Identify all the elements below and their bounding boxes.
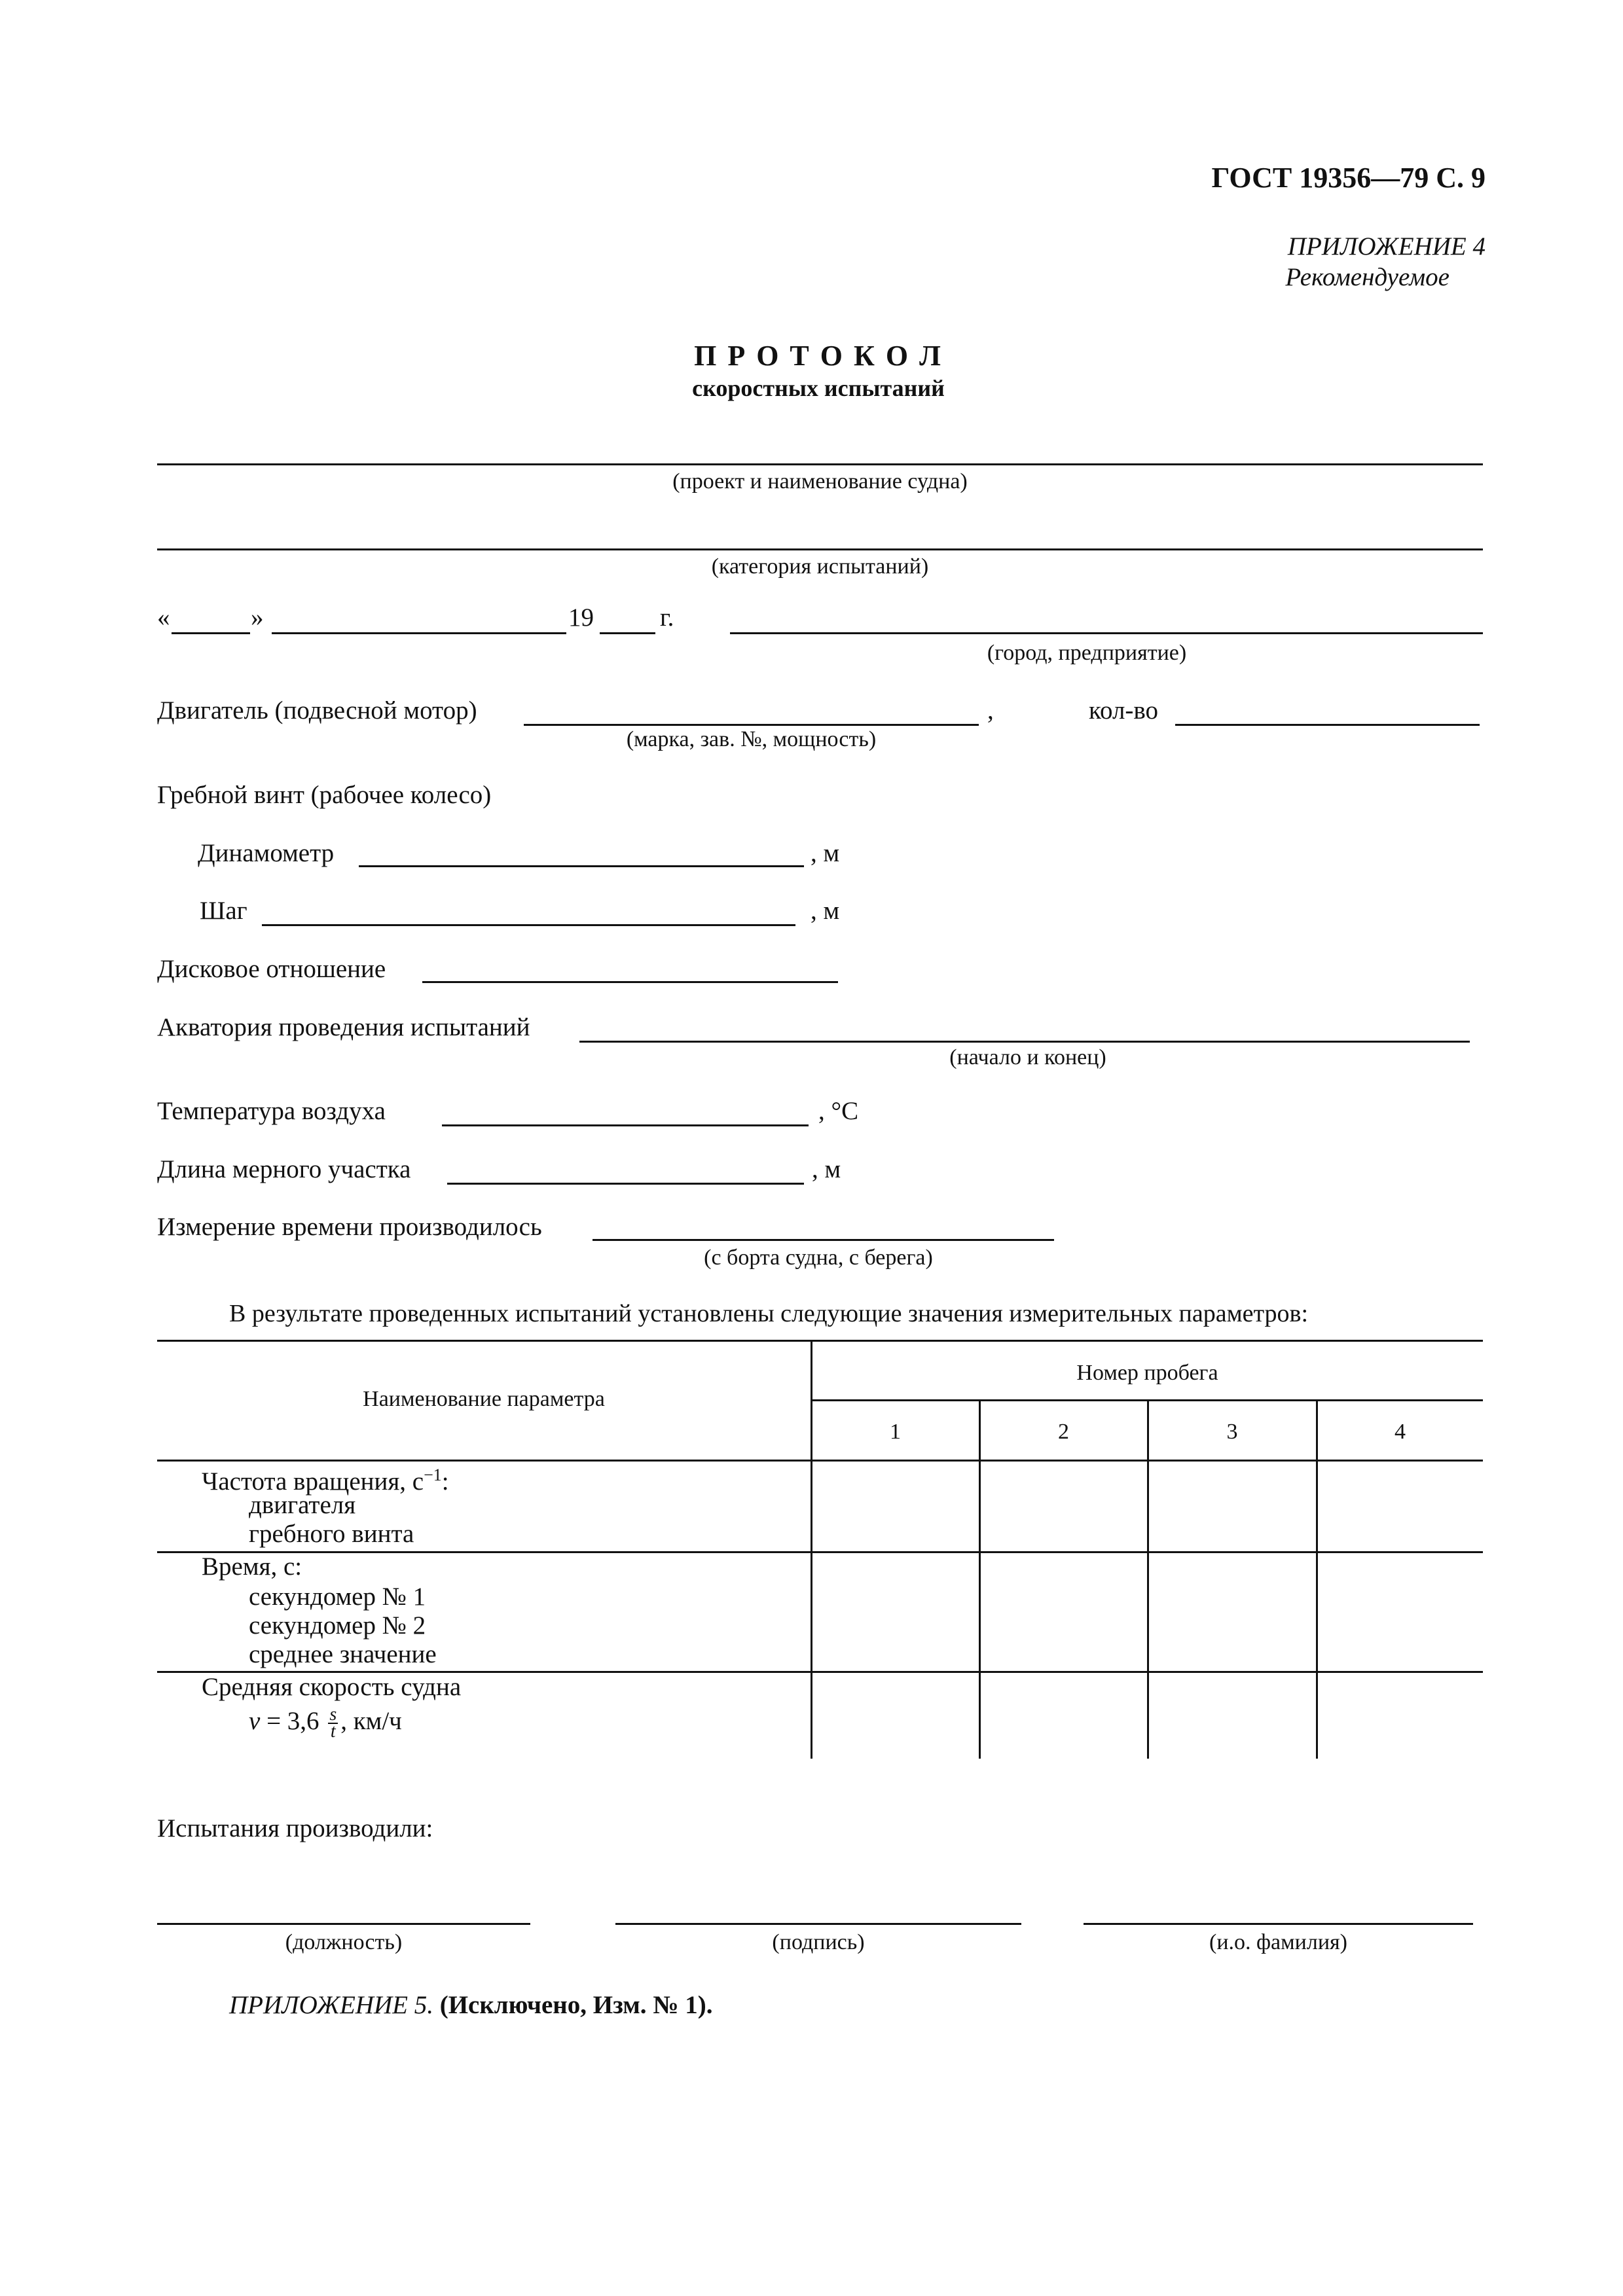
diameter-unit: , м xyxy=(811,839,840,867)
formula-fraction xyxy=(328,1704,338,1742)
vessel-line xyxy=(157,463,1483,465)
mean-value: среднее значение xyxy=(249,1640,437,1668)
appendix-number: ПРИЛОЖЕНИЕ 4 xyxy=(1287,232,1486,260)
table-top-border xyxy=(157,1340,1483,1342)
diameter-label: Динамометр xyxy=(198,839,335,867)
diameter-line[interactable] xyxy=(359,865,804,867)
formula-numerator: s xyxy=(329,1704,337,1725)
date-open-quote: « xyxy=(157,603,170,632)
air-temperature-unit: , °С xyxy=(818,1097,859,1125)
engine-label: Двигатель (подвесной мотор) xyxy=(157,696,477,725)
signature-line[interactable] xyxy=(615,1923,1021,1925)
results-intro: В результате проведенных испытаний установлены следующие значения измерительных параметров: xyxy=(229,1300,1309,1327)
pitch-unit: , м xyxy=(811,897,840,925)
column-divider-3 xyxy=(1316,1399,1318,1759)
column-divider-2 xyxy=(1147,1399,1149,1759)
speed-title: Средняя скорость судна xyxy=(202,1673,462,1701)
run-number-1: 1 xyxy=(890,1420,901,1444)
city-caption: (город, предприятие) xyxy=(987,641,1187,665)
category-caption: (категория испытаний) xyxy=(711,554,929,579)
column-divider-1 xyxy=(979,1399,981,1759)
engine-comma: , xyxy=(987,696,994,725)
quantity-label: кол-во xyxy=(1089,696,1159,725)
formula-unit: , км/ч xyxy=(340,1707,402,1735)
appendix-5-label: ПРИЛОЖЕНИЕ 5. xyxy=(229,1991,433,2019)
pitch-line[interactable] xyxy=(262,924,795,926)
formula-lhs: v xyxy=(249,1707,261,1735)
row-divider-1 xyxy=(157,1551,1483,1553)
document-subtitle: скоростных испытаний xyxy=(692,375,945,401)
rotation-exponent: −1 xyxy=(424,1465,442,1484)
position-caption: (должность) xyxy=(285,1930,403,1954)
category-line xyxy=(157,548,1483,550)
date-month-line xyxy=(272,632,566,634)
run-header: Номер пробега xyxy=(1076,1361,1218,1385)
date-close-quote: » xyxy=(251,603,264,632)
date-year-suffix: г. xyxy=(660,603,674,632)
formula-denominator: t xyxy=(330,1721,336,1742)
stopwatch-1: секундомер № 1 xyxy=(249,1583,426,1611)
air-temperature-label: Температура воздуха xyxy=(157,1097,386,1125)
signatures-intro: Испытания производили: xyxy=(157,1814,433,1842)
time-measurement-line[interactable] xyxy=(593,1239,1054,1241)
run-number-2: 2 xyxy=(1058,1420,1069,1444)
air-temperature-line[interactable] xyxy=(442,1124,809,1126)
rotation-engine: двигателя xyxy=(249,1491,356,1519)
rotation-colon: : xyxy=(441,1467,449,1496)
disk-ratio-label: Дисковое отношение xyxy=(157,955,386,983)
date-year-line xyxy=(600,632,655,634)
engine-line[interactable] xyxy=(524,724,979,726)
section-length-unit: , м xyxy=(812,1155,841,1183)
name-line[interactable] xyxy=(1084,1923,1473,1925)
section-length-label: Длина мерного участка xyxy=(157,1155,411,1183)
disk-ratio-line[interactable] xyxy=(422,981,838,983)
speed-formula xyxy=(249,1704,402,1742)
time-measurement-caption: (с борта судна, с берега) xyxy=(704,1246,933,1270)
propeller-label: Гребной винт (рабочее колесо) xyxy=(157,781,492,809)
section-length-line[interactable] xyxy=(447,1183,804,1185)
rotation-title-text: Частота вращения, с xyxy=(202,1467,424,1496)
signature-caption: (подпись) xyxy=(772,1930,865,1954)
name-caption: (и.о. фамилия) xyxy=(1209,1930,1347,1954)
vessel-caption: (проект и наименование судна) xyxy=(672,469,968,493)
run-number-4: 4 xyxy=(1395,1420,1406,1444)
water-area-caption: (начало и конец) xyxy=(949,1045,1106,1069)
appendix-5-excluded: (Исключено, Изм. № 1). xyxy=(439,1991,713,2019)
document-title: П Р О Т О К О Л xyxy=(694,340,943,372)
run-number-3: 3 xyxy=(1226,1420,1238,1444)
date-day-line xyxy=(172,632,250,634)
position-line[interactable] xyxy=(157,1923,530,1925)
appendix-status: Рекомендуемое xyxy=(1285,263,1450,291)
time-title: Время, с: xyxy=(202,1552,302,1581)
pitch-label: Шаг xyxy=(200,897,247,925)
formula-eq: = 3,6 xyxy=(260,1707,319,1735)
param-header: Наименование параметра xyxy=(363,1387,605,1411)
gost-reference: ГОСТ 19356—79 С. 9 xyxy=(1211,162,1486,194)
water-area-label: Акватория проведения испытаний xyxy=(157,1013,530,1041)
quantity-line[interactable] xyxy=(1175,724,1480,726)
rotation-propeller: гребного винта xyxy=(249,1520,414,1548)
water-area-line[interactable] xyxy=(579,1041,1470,1043)
time-measurement-label: Измерение времени производилось xyxy=(157,1213,542,1241)
column-divider-param xyxy=(811,1340,812,1759)
appendix-5-note xyxy=(229,1991,712,2020)
date-year-prefix: 19 xyxy=(568,603,594,632)
engine-caption: (марка, зав. №, мощность) xyxy=(626,727,877,751)
stopwatch-2: секундомер № 2 xyxy=(249,1611,426,1640)
city-line xyxy=(730,632,1483,634)
